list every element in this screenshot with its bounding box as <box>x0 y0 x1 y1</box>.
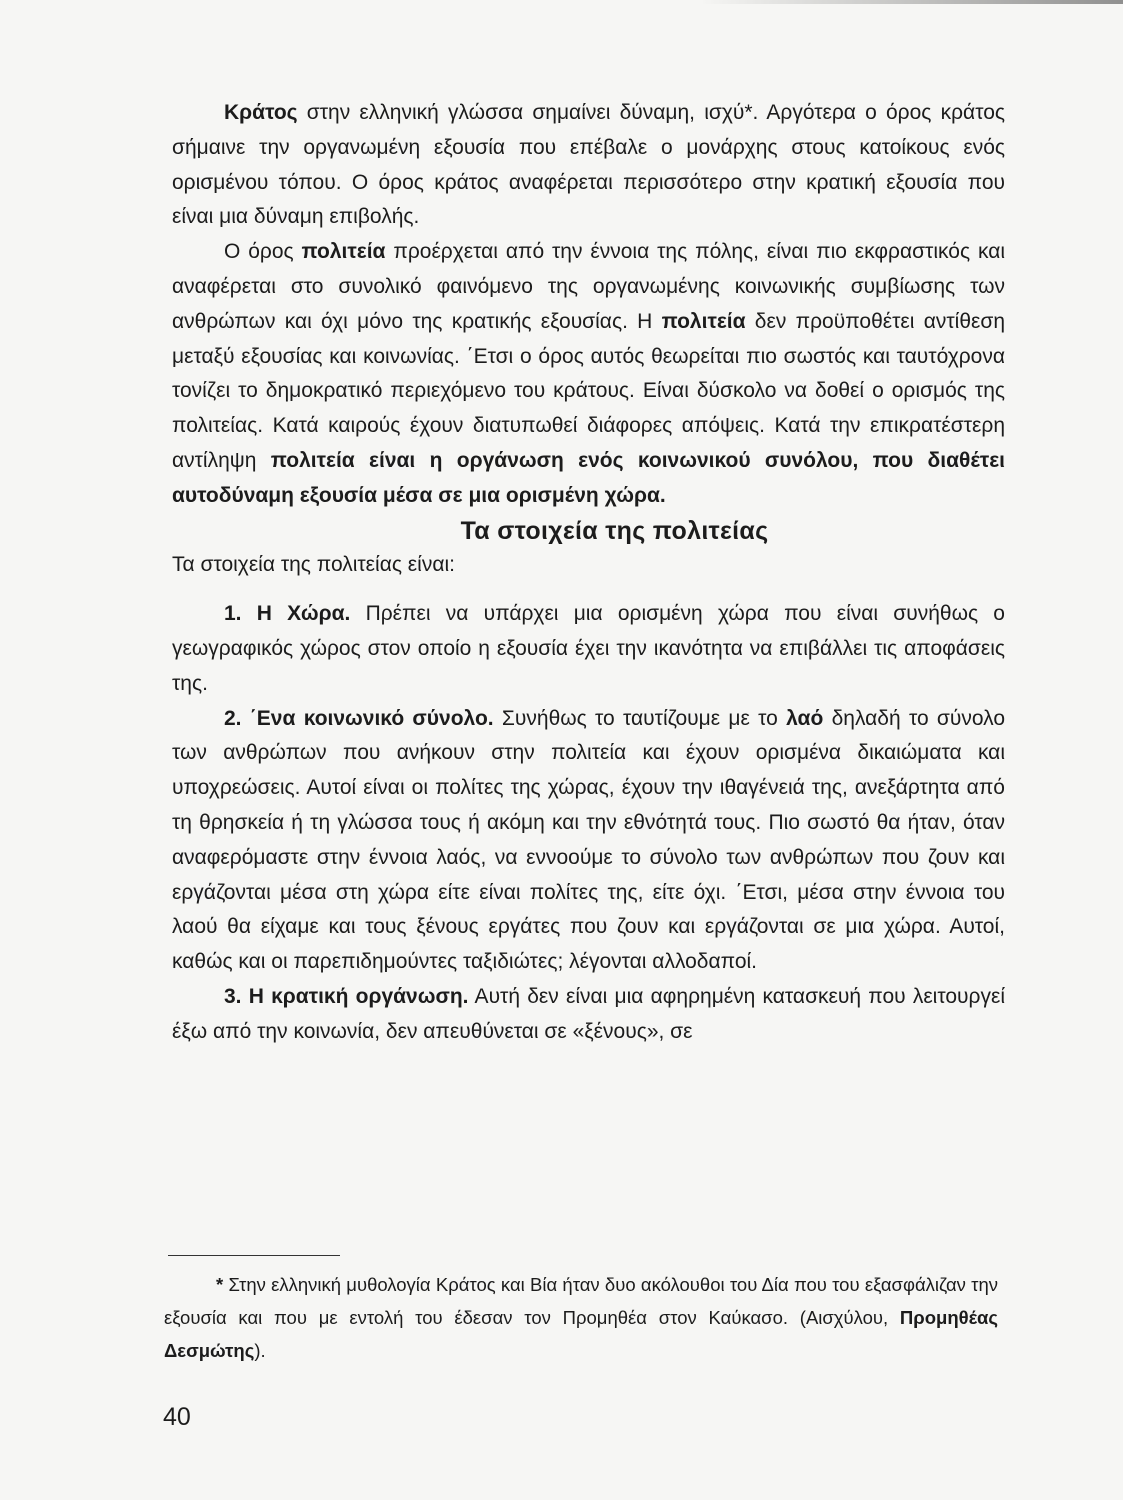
footnote-body: Στην ελληνική μυθολογία Κράτος και Βία ήταν δυο ακόλουθοι του Δία που του εξασφάλιζαν την εξουσία και που με εντολή του έδεσαν τον Προμηθέα στον Καύκασο. (Αισχύλου, <box>164 1274 998 1328</box>
item-text: Συνήθως το ταυτίζουμε με το <box>493 706 787 730</box>
section-heading: Τα στοιχεία της πολιτείας <box>460 516 769 545</box>
page-number: 40 <box>163 1403 191 1431</box>
paragraph-text: Ο όρος <box>224 240 302 264</box>
main-text <box>172 96 1005 1050</box>
term-lao: λαό <box>786 706 824 730</box>
term-politeia: πολιτεία <box>301 240 386 264</box>
item-text: δηλαδή το σύνολο των ανθρώπων που ανήκουν στην πολιτεία και έχουν ορισμένα δικαιώματα και υποχρεώσεις. Αυτοί είναι οι πολίτες της χώρας, έχουν την ιθαγένειά της, ανεξάρτητα από τη θρησκεία ή τη γλώσσα τους ή ακόμη και την εθνότητά τους. Πιο σωστό θα ήταν, όταν αναφερόμαστε στην έννοια λαός, να εννοούμε το σύνολο των ανθρώπων που ζουν και εργάζονται μέσα στη χώρα είτε είναι πολίτες της, είτε όχι. ΄Ετσι, μέσα στην έννοια του λαού θα είχαμε και τους ξένους εργάτες που ζουν και εργάζονται σε μια χώρα. Αυτοί, καθώς και οι παρεπιδημούντες ταξιδιώτες; λέγονται αλλοδαποί. <box>172 706 1006 974</box>
item-text: Πρέπει να υπάρχει μια ορισμένη χώρα που είναι συνήθως ο γεωγραφικός χώρος στον οποίο η εξουσία έχει την ικανότητα να επιβάλλει τις αποφάσεις της. <box>172 602 1005 695</box>
paragraph-text: δεν προϋποθέτει αντίθεση μεταξύ εξουσίας και κοινωνίας. ΄Ετσι ο όρος αυτός θεωρείται πιο σωστός και ταυτόχρονα τονίζει το δημοκρατικό περιεχόμενο του κράτους. Είναι δύσκολο να δοθεί ο ορισμός της πολιτείας. Κατά καιρούς έχουν διατυπωθεί διάφορες απόψεις. Κατά την επικρατέστερη αντίληψη <box>172 309 1006 472</box>
list-item-chora <box>172 597 1005 701</box>
footnote-text <box>164 1268 998 1367</box>
footnote-work-title: Προμηθέας Δεσμώτης <box>164 1307 998 1361</box>
footnote-divider <box>168 1255 340 1256</box>
footnote-end: ). <box>254 1340 266 1361</box>
scan-edge-shadow <box>700 0 1123 4</box>
term-kratos: Κράτος <box>224 101 298 124</box>
paragraph-text: προέρχεται από την έννοια της πόλης, είναι πιο εκφραστικός και αναφέρεται στο συνολικό φαινόμενο της οργανωμένης κοινωνικής συμβίωσης των ανθρώπων και όχι μόνο της κρατικής εξουσίας. Η <box>172 240 1005 333</box>
list-item-kratiki-organosi <box>172 980 1005 1050</box>
term-politeia: πολιτεία <box>661 309 746 333</box>
footnote <box>164 1268 998 1367</box>
paragraph-kratos <box>172 96 1005 235</box>
item-label: 1. Η Χώρα. <box>224 602 351 626</box>
paragraph-text: στην ελληνική γλώσσα σημαίνει δύναμη, ισχύ*. Αργότερα ο όρος κράτος σήμαινε την οργανωμένη εξουσία που επέβαλε ο μονάρχης στους κατοίκους ενός ορισμένου τόπου. Ο όρος κράτος αναφέρεται περισσότερο στην κρατική εξουσία που είναι μια δύναμη επιβολής. <box>172 101 1005 229</box>
definition-politeia: πολιτεία είναι η οργάνωση ενός κοινωνικού συνόλου, που διαθέτει αυτοδύναμη εξουσία μέσα σε μια ορισμένη χώρα. <box>172 448 1006 507</box>
footnote-marker: * <box>216 1274 224 1295</box>
paragraph-politeia <box>172 235 1005 513</box>
item-text: Αυτή δεν είναι μια αφηρημένη κατασκευή που λειτουργεί έξω από την κοινωνία, δεν απευθύνεται σε «ξένους», σε <box>172 984 1005 1043</box>
item-label: 3. Η κρατική οργάνωση. <box>224 984 469 1008</box>
item-label: 2. ΄Ενα κοινωνικό σύνολο. <box>224 706 494 730</box>
list-item-koinoniko-synolo <box>172 702 1005 980</box>
section-intro: Τα στοιχεία της πολιτείας είναι: <box>172 553 455 577</box>
